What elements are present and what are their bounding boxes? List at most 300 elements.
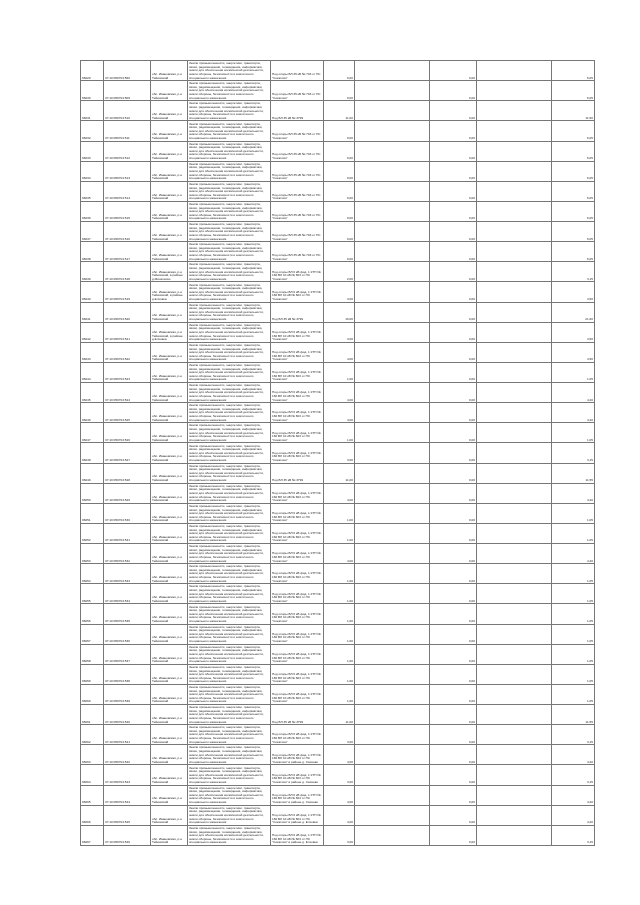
value-cell: 0,00 [430, 101, 477, 121]
parcel-id-cell: 96051 [81, 503, 104, 523]
empty-cell [477, 624, 552, 644]
total-cell: 21,60 [552, 302, 595, 322]
area-cell: 9,00 [324, 121, 355, 141]
empty-cell [477, 644, 552, 664]
total-cell: 6,05 [552, 161, 595, 181]
usage-cell: Под опоры ВЛ 6 кВ фид. 1 КТП № 160 ВЛ 10 кВ № 603 от ПС "Сокатово" в районе д. Елховка [271, 825, 324, 845]
table-row [81, 342, 595, 362]
usage-cell: Под опоры ВЛ 6 кВ фид. 1 КТП № 160 ВЛ 10 кВ № 603 от ПС "Сокатово" [271, 544, 324, 564]
address-cell: обл. Ивановская, р-н Тейковский [151, 242, 188, 262]
area-cell: 11,00 [324, 705, 355, 725]
land-category-cell: Земли промышленности, энергетики, транспорта, связи, радиовещания, телевидения, информатики, земли для обеспечения космической деятельности, земли обороны, безопасности и земли иного специального назначения [188, 604, 271, 624]
table-row [81, 765, 595, 785]
usage-cell: Под опоры ВЛ 6 кВ фид. 1 КТП № 160 ВЛ 10 кВ № 603 от ПС "Сокатово" [271, 725, 324, 745]
total-cell: 11,50 [552, 101, 595, 121]
usage-cell: Под опоры ВЛ 6 кВ фид. 1 КТП № 160 ВЛ 10 кВ № 603 от ПС "Сокатово" [271, 523, 324, 543]
value-cell: 0,00 [430, 624, 477, 644]
usage-cell: Под опоры ВЛ 6 кВ фид. 1 КТП № 160 ВЛ 10 кВ № 603 от ПС "Сокатово" [271, 262, 324, 282]
address-cell: обл. Ивановская, р-н Тейковский [151, 121, 188, 141]
land-category-cell: Земли промышленности, энергетики, транспорта, связи, радиовещания, телевидения, информатики, земли для обеспечения космической деятельности, земли обороны, безопасности и земли иного специального назначения [188, 644, 271, 664]
land-category-cell: Земли промышленности, энергетики, транспорта, связи, радиовещания, телевидения, информатики, земли для обеспечения космической деятельности, земли обороны, безопасности и земли иного специального назначения [188, 282, 271, 302]
land-category-cell: Земли промышленности, энергетики, транспорта, связи, радиовещания, телевидения, информатики, земли для обеспечения космической деятельности, земли обороны, безопасности и земли иного специального назначения [188, 825, 271, 845]
table-row [81, 644, 595, 664]
value-cell: 0,00 [430, 604, 477, 624]
empty-cell [355, 322, 430, 342]
value-cell: 0,00 [430, 705, 477, 725]
land-category-cell: Земли промышленности, энергетики, транспорта, связи, радиовещания, телевидения, информатики, земли для обеспечения космической деятельности, земли обороны, безопасности и земли иного специального назначения [188, 242, 271, 262]
parcel-id-cell: 96062 [81, 725, 104, 745]
empty-cell [477, 664, 552, 684]
address-cell: обл. Ивановская, р-н Тейковский, в районе д.Михалково [151, 262, 188, 282]
area-cell: 3,00 [324, 725, 355, 745]
empty-cell [355, 825, 430, 845]
usage-cell: Под опоры ВЛ 35 кВ № 703 от ПС "Сокатово" [271, 222, 324, 242]
table-row [81, 181, 595, 201]
empty-cell [477, 262, 552, 282]
total-cell: 6,05 [552, 81, 595, 101]
area-cell: 3,00 [324, 282, 355, 302]
value-cell: 0,00 [430, 725, 477, 745]
empty-cell [355, 222, 430, 242]
empty-cell [477, 403, 552, 423]
value-cell: 0,00 [430, 423, 477, 443]
cadastral-number-cell: 37:10:050704:520 [104, 302, 151, 322]
area-cell: 1,00 [324, 664, 355, 684]
table-row [81, 825, 595, 845]
address-cell: обл. Ивановская, р-н Тейковский [151, 463, 188, 483]
empty-cell [355, 181, 430, 201]
area-cell: 3,00 [324, 443, 355, 463]
address-cell: обл. Ивановская, р-н Тейковский [151, 181, 188, 201]
usage-cell: Под опоры ВЛ 6 кВ фид. 1 КТП № 160 ВЛ 10 кВ № 603 от ПС "Сокатово" [271, 443, 324, 463]
empty-cell [477, 785, 552, 805]
cadastral-number-cell: 37:10:050704:521 [104, 322, 151, 342]
address-cell: обл. Ивановская, р-н Тейковский [151, 564, 188, 584]
value-cell: 0,00 [430, 201, 477, 221]
value-cell: 0,00 [430, 644, 477, 664]
land-category-cell: Земли промышленности, энергетики, транспорта, связи, радиовещания, телевидения, информатики, земли для обеспечения космической деятельности, земли обороны, безопасности и земли иного специального назначения [188, 503, 271, 523]
empty-cell [355, 624, 430, 644]
total-cell: 6,05 [552, 61, 595, 81]
total-cell: 4,50 [552, 282, 595, 302]
table-row [81, 423, 595, 443]
parcel-id-cell: 96052 [81, 523, 104, 543]
total-cell: 1,05 [552, 503, 595, 523]
parcel-id-cell: 96030 [81, 81, 104, 101]
value-cell: 0,00 [430, 222, 477, 242]
address-cell: обл. Ивановская, р-н Тейковский [151, 745, 188, 765]
empty-cell [477, 141, 552, 161]
empty-cell [477, 322, 552, 342]
table-row [81, 664, 595, 684]
area-cell: 1,00 [324, 362, 355, 382]
empty-cell [355, 282, 430, 302]
table-row [81, 282, 595, 302]
empty-cell [355, 61, 430, 81]
empty-cell [477, 483, 552, 503]
parcel-id-cell: 96045 [81, 383, 104, 403]
total-cell: 3,15 [552, 725, 595, 745]
land-category-cell: Земли промышленности, энергетики, транспорта, связи, радиовещания, телевидения, информатики, земли для обеспечения космической деятельности, земли обороны, безопасности и земли иного специального назначения [188, 222, 271, 242]
address-cell: обл. Ивановская, р-н Тейковский [151, 342, 188, 362]
value-cell: 0,00 [430, 262, 477, 282]
total-cell: 4,20 [552, 544, 595, 564]
value-cell: 0,00 [430, 664, 477, 684]
address-cell: обл. Ивановская, р-н Тейковский [151, 101, 188, 121]
empty-cell [355, 403, 430, 423]
parcel-id-cell: 96037 [81, 222, 104, 242]
area-cell: 9,00 [324, 161, 355, 181]
address-cell: обл. Ивановская, р-н Тейковский [151, 523, 188, 543]
address-cell: обл. Ивановская, р-н Тейковский [151, 362, 188, 382]
total-cell: 6,05 [552, 141, 595, 161]
empty-cell [477, 584, 552, 604]
parcel-id-cell: 96060 [81, 684, 104, 704]
total-cell: 1,05 [552, 664, 595, 684]
address-cell: обл. Ивановская, р-н Тейковский [151, 725, 188, 745]
empty-cell [355, 503, 430, 523]
cadastral-number-cell: 37:10:050704:537 [104, 644, 151, 664]
land-category-cell: Земли промышленности, энергетики, транспорта, связи, радиовещания, телевидения, информатики, земли для обеспечения космической деятельности, земли обороны, безопасности и земли иного специального назначения [188, 423, 271, 443]
parcel-id-cell: 96040 [81, 282, 104, 302]
table-row [81, 383, 595, 403]
address-cell: обл. Ивановская, р-н Тейковский [151, 443, 188, 463]
empty-cell [355, 242, 430, 262]
parcel-id-cell: 96035 [81, 181, 104, 201]
land-category-cell: Земли промышленности, энергетики, транспорта, связи, радиовещания, телевидения, информатики, земли для обеспечения космической деятельности, земли обороны, безопасности и земли иного специального назначения [188, 684, 271, 704]
empty-cell [355, 523, 430, 543]
parcel-id-cell: 96029 [81, 61, 104, 81]
area-cell: 4,00 [324, 342, 355, 362]
land-category-cell: Земли промышленности, энергетики, транспорта, связи, радиовещания, телевидения, информатики, земли для обеспечения космической деятельности, земли обороны, безопасности и земли иного специального назначения [188, 383, 271, 403]
area-cell: 9,00 [324, 181, 355, 201]
empty-cell [477, 604, 552, 624]
cadastral-number-cell: 37:10:050704:522 [104, 342, 151, 362]
empty-cell [477, 503, 552, 523]
table-row [81, 443, 595, 463]
land-category-cell: Земли промышленности, энергетики, транспорта, связи, радиовещания, телевидения, информатики, земли для обеспечения космической деятельности, земли обороны, безопасности и земли иного специального назначения [188, 81, 271, 101]
area-cell: 1,00 [324, 604, 355, 624]
usage-cell: Под ВЛ 35 кВ № 3799 [271, 705, 324, 725]
table-row [81, 785, 595, 805]
empty-cell [477, 443, 552, 463]
value-cell: 0,00 [430, 564, 477, 584]
table-row [81, 61, 595, 81]
area-cell: 1,00 [324, 503, 355, 523]
land-category-cell: Земли промышленности, энергетики, транспорта, связи, радиовещания, телевидения, информатики, земли для обеспечения космической деятельности, земли обороны, безопасности и земли иного специального назначения [188, 201, 271, 221]
parcel-id-cell: 96054 [81, 564, 104, 584]
empty-cell [477, 805, 552, 825]
land-category-cell: Земли промышленности, энергетики, транспорта, связи, радиовещания, телевидения, информатики, земли для обеспечения космической деятельности, земли обороны, безопасности и земли иного специального назначения [188, 483, 271, 503]
empty-cell [477, 362, 552, 382]
address-cell: обл. Ивановская, р-н Тейковский [151, 503, 188, 523]
cadastral-number-cell: 37:10:050704:533 [104, 564, 151, 584]
parcel-id-cell: 96059 [81, 664, 104, 684]
value-cell: 0,00 [430, 544, 477, 564]
cadastral-number-cell: 37:10:050704:517 [104, 242, 151, 262]
empty-cell [477, 725, 552, 745]
land-category-cell: Земли промышленности, энергетики, транспорта, связи, радиовещания, телевидения, информатики, земли для обеспечения космической деятельности, земли обороны, безопасности и земли иного специального назначения [188, 584, 271, 604]
area-cell: 4,00 [324, 483, 355, 503]
empty-cell [477, 544, 552, 564]
usage-cell: Под опоры ВЛ 6 кВ фид. 1 КТП № 160 ВЛ 10 кВ № 603 от ПС "Сокатово" [271, 403, 324, 423]
usage-cell: Под опоры ВЛ 6 кВ фид. 1 КТП № 160 ВЛ 10 кВ № 603 от ПС "Сокатово" [271, 342, 324, 362]
parcel-id-cell: 96050 [81, 483, 104, 503]
parcel-id-cell: 96061 [81, 705, 104, 725]
area-cell: 1,00 [324, 684, 355, 704]
empty-cell [477, 825, 552, 845]
address-cell: обл. Ивановская, р-н Тейковский [151, 705, 188, 725]
table-row [81, 322, 595, 342]
empty-cell [355, 705, 430, 725]
table-row [81, 81, 595, 101]
usage-cell: Под опоры ВЛ 6 кВ фид. 1 КТП № 160 ВЛ 10 кВ № 603 от ПС "Сокатово" [271, 483, 324, 503]
parcel-id-cell: 96043 [81, 342, 104, 362]
empty-cell [355, 161, 430, 181]
usage-cell: Под опоры ВЛ 6 кВ фид. 1 КТП № 160 ВЛ 10 кВ № 603 от ПС "Сокатово" в районе д. Сахнево [271, 765, 324, 785]
address-cell: обл. Ивановская, р-н Тейковский [151, 403, 188, 423]
land-category-cell: Земли промышленности, энергетики, транспорта, связи, радиовещания, телевидения, информатики, земли для обеспечения космической деятельности, земли обороны, безопасности и земли иного специального назначения [188, 121, 271, 141]
table-row [81, 805, 595, 825]
value-cell: 0,00 [430, 282, 477, 302]
area-cell: 4,00 [324, 805, 355, 825]
empty-cell [477, 745, 552, 765]
address-cell: обл. Ивановская, р-н Тейковский [151, 544, 188, 564]
address-cell: обл. Ивановская, р-н Тейковский [151, 483, 188, 503]
area-cell: 4,00 [324, 383, 355, 403]
empty-cell [355, 362, 430, 382]
cadastral-number-cell: 37:10:050704:545 [104, 805, 151, 825]
land-category-cell: Земли промышленности, энергетики, транспорта, связи, радиовещания, телевидения, информатики, земли для обеспечения космической деятельности, земли обороны, безопасности и земли иного специального назначения [188, 664, 271, 684]
table-row [81, 121, 595, 141]
usage-cell: Под опоры ВЛ 6 кВ фид. 1 КТП № 160 ВЛ 10 кВ № 603 от ПС "Сокатово" [271, 604, 324, 624]
empty-cell [477, 161, 552, 181]
area-cell: 9,00 [324, 242, 355, 262]
total-cell: 6,05 [552, 222, 595, 242]
land-category-cell: Земли промышленности, энергетики, транспорта, связи, радиовещания, телевидения, информатики, земли для обеспечения космической деятельности, земли обороны, безопасности и земли иного специального назначения [188, 141, 271, 161]
empty-cell [355, 785, 430, 805]
cadastral-number-cell: 37:10:050704:531 [104, 523, 151, 543]
total-cell: 4,20 [552, 745, 595, 765]
empty-cell [355, 564, 430, 584]
table-row [81, 725, 595, 745]
parcel-id-cell: 96067 [81, 825, 104, 845]
value-cell: 0,00 [430, 181, 477, 201]
usage-cell: Под опоры ВЛ 6 кВ фид. 1 КТП № 160 ВЛ 10 кВ № 603 от ПС "Сокатово" [271, 584, 324, 604]
land-category-cell: Земли промышленности, энергетики, транспорта, связи, радиовещания, телевидения, информатики, земли для обеспечения космической деятельности, земли обороны, безопасности и земли иного специального назначения [188, 262, 271, 282]
empty-cell [355, 383, 430, 403]
empty-cell [477, 242, 552, 262]
usage-cell: Под опоры ВЛ 6 кВ фид. 1 КТП № 160 ВЛ 10 кВ № 603 от ПС "Сокатово" [271, 362, 324, 382]
value-cell: 0,00 [430, 443, 477, 463]
cadastral-number-cell: 37:10:050704:509 [104, 81, 151, 101]
land-category-cell: Земли промышленности, энергетики, транспорта, связи, радиовещания, телевидения, информатики, земли для обеспечения космической деятельности, земли обороны, безопасности и земли иного специального назначения [188, 725, 271, 745]
empty-cell [355, 725, 430, 745]
empty-cell [477, 705, 552, 725]
land-category-cell: Земли промышленности, энергетики, транспорта, связи, радиовещания, телевидения, информатики, земли для обеспечения космической деятельности, земли обороны, безопасности и земли иного специального назначения [188, 624, 271, 644]
land-category-cell: Земли промышленности, энергетики, транспорта, связи, радиовещания, телевидения, информатики, земли для обеспечения космической деятельности, земли обороны, безопасности и земли иного специального назначения [188, 745, 271, 765]
usage-cell: Под опоры ВЛ 6 кВ фид. 1 КТП № 160 ВЛ 10 кВ № 603 от ПС "Сокатово" в районе д. Сахнево [271, 745, 324, 765]
total-cell: 4,50 [552, 322, 595, 342]
empty-cell [477, 302, 552, 322]
usage-cell: Под опоры ВЛ 6 кВ фид. 1 КТП № 160 ВЛ 10 кВ № 603 от ПС "Сокатово" [271, 383, 324, 403]
table-row [81, 201, 595, 221]
empty-cell [477, 463, 552, 483]
cadastral-number-cell: 37:10:050704:539 [104, 684, 151, 704]
address-cell: обл. Ивановская, р-н Тейковский [151, 644, 188, 664]
table-row [81, 242, 595, 262]
empty-cell [477, 181, 552, 201]
empty-cell [355, 101, 430, 121]
total-cell: 4,20 [552, 403, 595, 423]
value-cell: 0,00 [430, 302, 477, 322]
empty-cell [355, 684, 430, 704]
value-cell: 0,00 [430, 61, 477, 81]
area-cell: 4,00 [324, 544, 355, 564]
parcel-id-cell: 96058 [81, 644, 104, 664]
parcel-id-cell: 96044 [81, 362, 104, 382]
area-cell: 4,00 [324, 785, 355, 805]
address-cell: обл. Ивановская, р-н Тейковский, в районе д.Елховка [151, 322, 188, 342]
cadastral-number-cell: 37:10:050704:530 [104, 503, 151, 523]
area-cell: 9,00 [324, 61, 355, 81]
empty-cell [355, 805, 430, 825]
table-row [81, 302, 595, 322]
empty-cell [477, 81, 552, 101]
address-cell: обл. Ивановская, р-н Тейковский [151, 81, 188, 101]
table-row [81, 684, 595, 704]
empty-cell [355, 342, 430, 362]
empty-cell [477, 222, 552, 242]
value-cell: 0,00 [430, 242, 477, 262]
address-cell: обл. Ивановская, р-н Тейковский [151, 383, 188, 403]
empty-cell [355, 604, 430, 624]
cadastral-number-cell: 37:10:050704:532 [104, 544, 151, 564]
empty-cell [477, 201, 552, 221]
empty-cell [477, 282, 552, 302]
area-cell: 16,00 [324, 302, 355, 322]
empty-cell [355, 584, 430, 604]
parcel-id-cell: 96047 [81, 423, 104, 443]
area-cell: 9,00 [324, 81, 355, 101]
parcel-id-cell: 96046 [81, 403, 104, 423]
usage-cell: Под опоры ВЛ 35 кВ № 703 от ПС "Сокатово" [271, 61, 324, 81]
usage-cell: Под опоры ВЛ 35 кВ № 703 от ПС "Сокатово" [271, 141, 324, 161]
empty-cell [477, 101, 552, 121]
value-cell: 0,00 [430, 81, 477, 101]
cadastral-number-cell: 37:10:050704:525 [104, 403, 151, 423]
empty-cell [355, 765, 430, 785]
value-cell: 0,00 [430, 825, 477, 845]
land-category-cell: Земли промышленности, энергетики, транспорта, связи, радиовещания, телевидения, информатики, земли для обеспечения космической деятельности, земли обороны, безопасности и земли иного специального назначения [188, 342, 271, 362]
address-cell: обл. Ивановская, р-н Тейковский [151, 604, 188, 624]
land-category-cell: Земли промышленности, энергетики, транспорта, связи, радиовещания, телевидения, информатики, земли для обеспечения космической деятельности, земли обороны, безопасности и земли иного специального назначения [188, 463, 271, 483]
total-cell: 4,20 [552, 805, 595, 825]
total-cell: 6,05 [552, 121, 595, 141]
total-cell: 3,15 [552, 765, 595, 785]
land-category-cell: Земли промышленности, энергетики, транспорта, связи, радиовещания, телевидения, информатики, земли для обеспечения космической деятельности, земли обороны, безопасности и земли иного специального назначения [188, 805, 271, 825]
address-cell: обл. Ивановская, р-н Тейковский [151, 785, 188, 805]
value-cell: 0,00 [430, 383, 477, 403]
usage-cell: Под опоры ВЛ 6 кВ фид. 1 КТП № 160 ВЛ 10 кВ № 603 от ПС "Сокатово" [271, 684, 324, 704]
table-row [81, 362, 595, 382]
cadastral-number-cell: 37:10:050704:544 [104, 785, 151, 805]
total-cell: 11,55 [552, 463, 595, 483]
empty-cell [355, 443, 430, 463]
table-row [81, 403, 595, 423]
land-category-cell: Земли промышленности, энергетики, транспорта, связи, радиовещания, телевидения, информатики, земли для обеспечения космической деятельности, земли обороны, безопасности и земли иного специального назначения [188, 765, 271, 785]
empty-cell [355, 121, 430, 141]
parcel-id-cell: 96032 [81, 121, 104, 141]
empty-cell [477, 564, 552, 584]
spreadsheet-page [80, 60, 593, 845]
empty-cell [477, 684, 552, 704]
address-cell: обл. Ивановская, р-н Тейковский [151, 584, 188, 604]
cadastral-number-cell: 37:10:050704:523 [104, 362, 151, 382]
total-cell: 4,20 [552, 383, 595, 403]
cadastral-number-cell: 37:10:050704:560 [104, 61, 151, 81]
parcel-id-cell: 96039 [81, 262, 104, 282]
total-cell: 1,05 [552, 624, 595, 644]
land-category-cell: Земли промышленности, энергетики, транспорта, связи, радиовещания, телевидения, информатики, земли для обеспечения космической деятельности, земли обороны, безопасности и земли иного специального назначения [188, 61, 271, 81]
table-row [81, 584, 595, 604]
address-cell: обл. Ивановская, р-н Тейковский [151, 201, 188, 221]
cadastral-number-cell: 37:10:050704:511 [104, 121, 151, 141]
area-cell: 3,00 [324, 825, 355, 845]
parcel-id-cell: 96038 [81, 242, 104, 262]
total-cell: 1,05 [552, 684, 595, 704]
cadastral-number-cell: 37:10:050704:524 [104, 383, 151, 403]
usage-cell: Под опоры ВЛ 6 кВ фид. 1 КТП № 160 ВЛ 10 кВ № 603 от ПС "Сокатово" [271, 423, 324, 443]
total-cell: 1,05 [552, 564, 595, 584]
table-row [81, 161, 595, 181]
empty-cell [355, 463, 430, 483]
cadastral-number-cell: 37:10:050704:542 [104, 745, 151, 765]
usage-cell: Под опоры ВЛ 6 кВ фид. 1 КТП № 160 ВЛ 10 кВ № 603 от ПС "Сокатово" в районе д. Сахнево [271, 785, 324, 805]
parcel-id-cell: 96064 [81, 765, 104, 785]
empty-cell [355, 483, 430, 503]
area-cell: 4,00 [324, 403, 355, 423]
usage-cell: Под опоры ВЛ 35 кВ № 703 от ПС "Сокатово" [271, 242, 324, 262]
empty-cell [355, 745, 430, 765]
cadastral-number-cell: 37:10:050704:515 [104, 201, 151, 221]
usage-cell: Под опоры ВЛ 35 кВ № 703 от ПС "Сокатово" [271, 81, 324, 101]
address-cell: обл. Ивановская, р-н Тейковский [151, 141, 188, 161]
cadastral-number-cell: 37:10:050704:534 [104, 584, 151, 604]
table-row [81, 705, 595, 725]
address-cell: обл. Ивановская, р-н Тейковский, в районе д.Елховка [151, 282, 188, 302]
value-cell: 0,00 [430, 322, 477, 342]
table-row [81, 262, 595, 282]
empty-cell [355, 544, 430, 564]
address-cell: обл. Ивановская, р-н Тейковский [151, 61, 188, 81]
address-cell: обл. Ивановская, р-н Тейковский [151, 664, 188, 684]
value-cell: 0,00 [430, 483, 477, 503]
address-cell: обл. Ивановская, р-н Тейковский [151, 302, 188, 322]
address-cell: обл. Ивановская, р-н Тейковский [151, 624, 188, 644]
area-cell: 9,00 [324, 201, 355, 221]
value-cell: 0,00 [430, 503, 477, 523]
empty-cell [355, 644, 430, 664]
usage-cell: Под ВЛ 35 кВ № 3799 [271, 101, 324, 121]
empty-cell [477, 523, 552, 543]
area-cell: 11,00 [324, 463, 355, 483]
usage-cell: Под опоры ВЛ 6 кВ фид. 1 КТП № 160 ВЛ 10 кВ № 603 от ПС "Сокатово" [271, 644, 324, 664]
area-cell: 1,00 [324, 644, 355, 664]
value-cell: 0,00 [430, 684, 477, 704]
parcel-id-cell: 96031 [81, 101, 104, 121]
usage-cell: Под опоры ВЛ 6 кВ фид. 1 КТП № 160 ВЛ 10 кВ № 603 от ПС "Сокатово" [271, 322, 324, 342]
